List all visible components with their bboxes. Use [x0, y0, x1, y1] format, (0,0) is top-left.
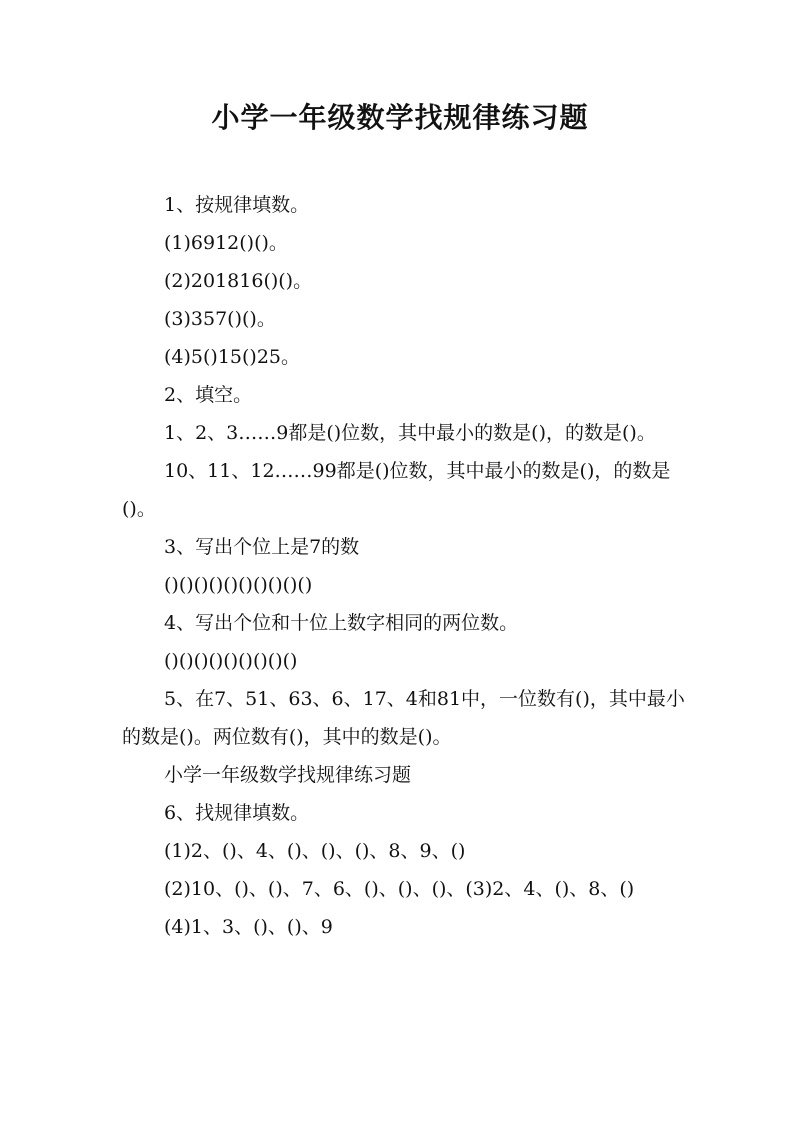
question-1-heading: 1、按规律填数。: [164, 194, 310, 216]
question-6-heading: 6、找规律填数。: [164, 802, 310, 824]
question-4-heading: 4、写出个位和十位上数字相同的两位数。: [164, 612, 519, 634]
question-1-item-3: (3)357()()。: [164, 308, 276, 330]
question-3-heading: 3、写出个位上是7的数: [164, 536, 360, 558]
question-4-blanks: ()()()()()()()()(): [164, 650, 298, 672]
question-6-item-1: (1)2、()、4、()、()、()、8、9、(): [164, 840, 466, 862]
question-3-blanks: ()()()()()()()()()(): [164, 574, 313, 596]
section-subtitle: 小学一年级数学找规律练习题: [164, 764, 412, 786]
question-6-item-2: (2)10、()、()、7、6、()、()、()、(3)2、4、()、8、(): [164, 878, 635, 900]
question-5: 5、在7、51、63、6、17、4和81中，一位数有()，其中最小的数是()。两位数有()，其中的数是()。: [122, 688, 685, 748]
question-1-item-1: (1)6912()()。: [164, 232, 288, 254]
question-2-heading: 2、填空。: [164, 384, 253, 406]
page-title: 小学一年级数学找规律练习题: [211, 101, 589, 134]
question-2-item-1: 1、2、3……9都是()位数，其中最小的数是()，的数是()。: [164, 422, 656, 444]
question-1-item-2: (2)201816()()。: [164, 270, 313, 292]
question-6-item-4: (4)1、3、()、()、9: [164, 916, 333, 938]
document-body: [122, 186, 688, 946]
question-1-item-4: (4)5()15()25。: [164, 346, 301, 368]
question-2-item-2: 10、11、12……99都是()位数，其中最小的数是()，的数是()。: [122, 460, 671, 520]
